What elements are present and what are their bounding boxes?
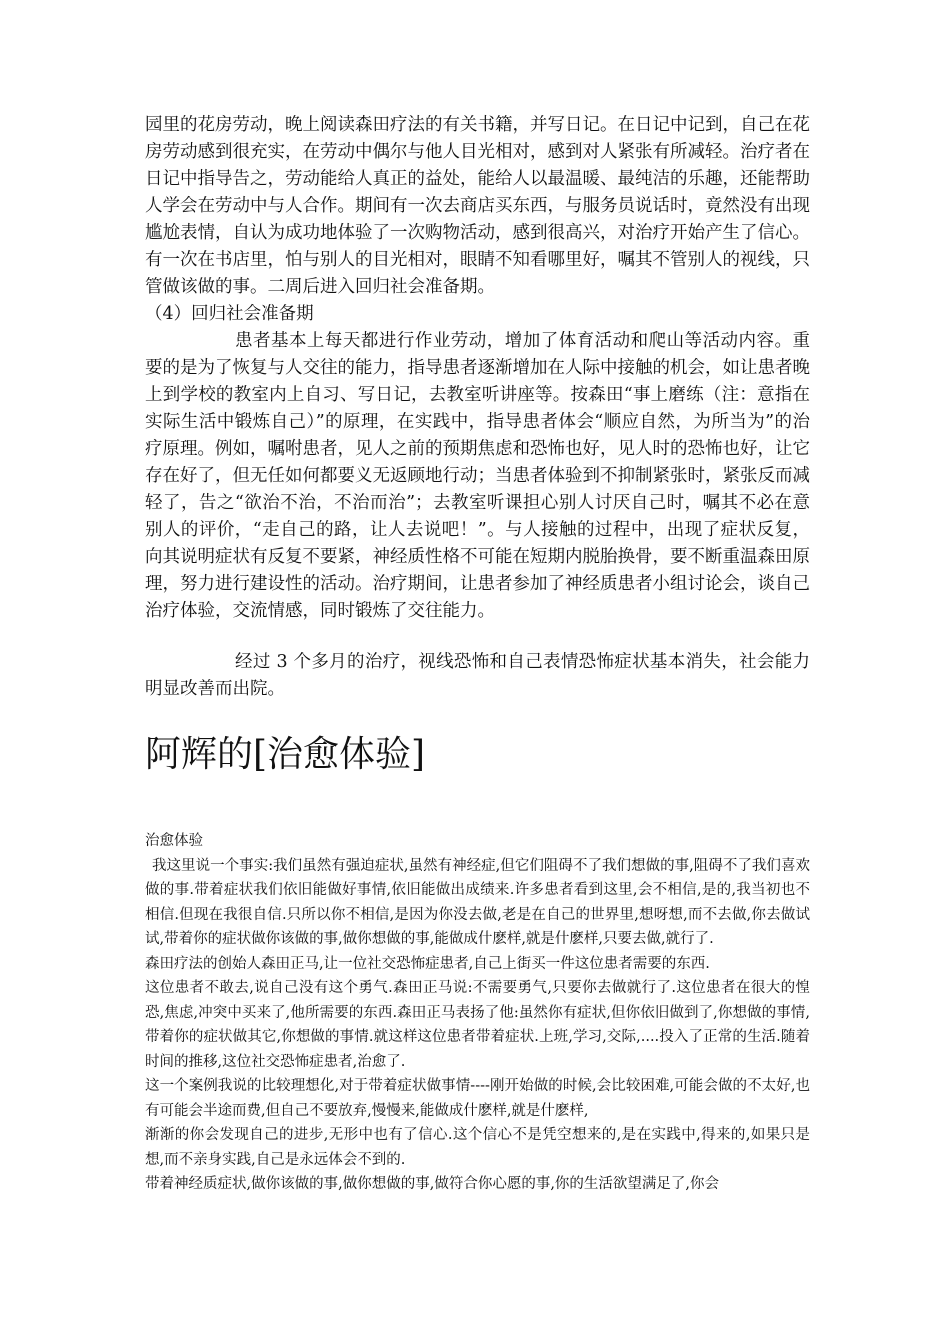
body-paragraph-6: 带着神经质症状,做你该做的事,做你想做的事,做符合你心愿的事,你的生活欲望满足了,你会 — [145, 1176, 720, 1192]
chapter-title: 阿辉的[治愈体验] — [145, 734, 426, 775]
body-paragraph-4: 这一个案例我说的比较理想化,对于带着症状做事情----刚开始做的时候,会比较困难,可能会做的不太好,也有可能会半途而费,但自己不要放弃,慢慢来,能做成什麽样,就是什麽样, — [145, 1078, 810, 1119]
body-paragraph-1: 我这里说一个事实:我们虽然有强迫症状,虽然有神经症,但它们阻碍不了我们想做的事,阻碍不了我们喜欢做的事.带着症状我们依旧能做好事情,依旧能做出成绩来.许多患者看到这里,会不相信,是的,我当初也不相信.但现在我很自信.只所以你不相信,是因为你没去做,老是在自己的世界里,想呀想,而不去做,你去做试试,带着你的症状做你该做的事,做你想做的事,能做成什麽样,就是什麽样,只要去做,就行了. — [145, 857, 810, 947]
body-paragraph-5: 渐渐的你会发现自己的进步,无形中也有了信心.这个信心不是凭空想来的,是在实践中,得来的,如果只是想,而不亲身实践,自己是永远体会不到的. — [145, 1127, 810, 1168]
body-paragraph-2: 森田疗法的创始人森田正马,让一位社交恐怖症患者,自己上街买一件这位患者需要的东西. — [145, 955, 710, 972]
result-paragraph: 经过 3 个多月的治疗，视线恐怖和自己表情恐怖症状基本消失，社会能力明显改善而出院。 — [145, 652, 810, 699]
paragraph-gap — [145, 625, 810, 649]
section-heading-return-prep: （4）回归社会准备期 — [145, 304, 314, 324]
subsection-label: 治愈体验 — [145, 833, 203, 849]
intro-paragraph: 园里的花房劳动，晚上阅读森田疗法的有关书籍，并写日记。在日记中记到，自己在花房劳动感到很充实，在劳动中偶尔与他人目光相对，感到对人紧张有所减轻。治疗者在日记中指导告之，劳动能给人真正的益处，能给人以最温暖、最纯洁的乐趣，还能帮助人学会在劳动中与人合作。期间有一次去商店买东西，与服务员说话时，竟然没有出现尴尬表情，自认为成功地体验了一次购物活动，感到很高兴，对治疗开始产生了信心。有一次在书店里，怕与别人的目光相对，眼睛不知看哪里好，嘱其不管别人的视线，只管做该做的事。二周后进入回归社会准备期。 — [145, 115, 810, 297]
document-page — [145, 112, 810, 1197]
body-paragraph-3: 这位患者不敢去,说自己没有这个勇气.森田正马说:不需要勇气,只要你去做就行了.这位患者在很大的惶恐,焦虑,冲突中买来了,他所需要的东西.森田正马表扬了他:虽然你有症状,但你依旧做到了,你想做的事情,带着你的症状做其它,你想做的事情.就这样这位患者带着症状.上班,学习,交际,....投入了正常的生活.随着时间的推移,这位社交恐怖症患者,治愈了. — [145, 980, 810, 1070]
main-paragraph: 患者基本上每天都进行作业劳动，增加了体育活动和爬山等活动内容。重要的是为了恢复与人交往的能力，指导患者逐渐增加在人际中接触的机会，如让患者晚上到学校的教室内上自习、写日记，去教室听讲座等。按森田“事上磨练（注：意指在实际生活中锻炼自己）”的原理，在实践中，指导患者体会“顺应自然，为所当为”的治疗原理。例如，嘱咐患者，见人之前的预期焦虑和恐怖也好，见人时的恐怖也好，让它存在好了，但无任如何都要义无返顾地行动；当患者体验到不抑制紧张时，紧张反而减轻了，告之“欲治不治，不治而治”；去教室听课担心别人讨厌自己时，嘱其不必在意别人的评价，“走自己的路，让人去说吧！”。与人接触的过程中，出现了症状反复，向其说明症状有反复不要紧，神经质性格不可能在短期内脱胎换骨，要不断重温森田原理，努力进行建设性的活动。治疗期间，让患者参加了神经质患者小组讨论会，谈自己治疗体验，交流情感，同时锻炼了交往能力。 — [145, 331, 810, 621]
title-gap — [145, 777, 810, 829]
